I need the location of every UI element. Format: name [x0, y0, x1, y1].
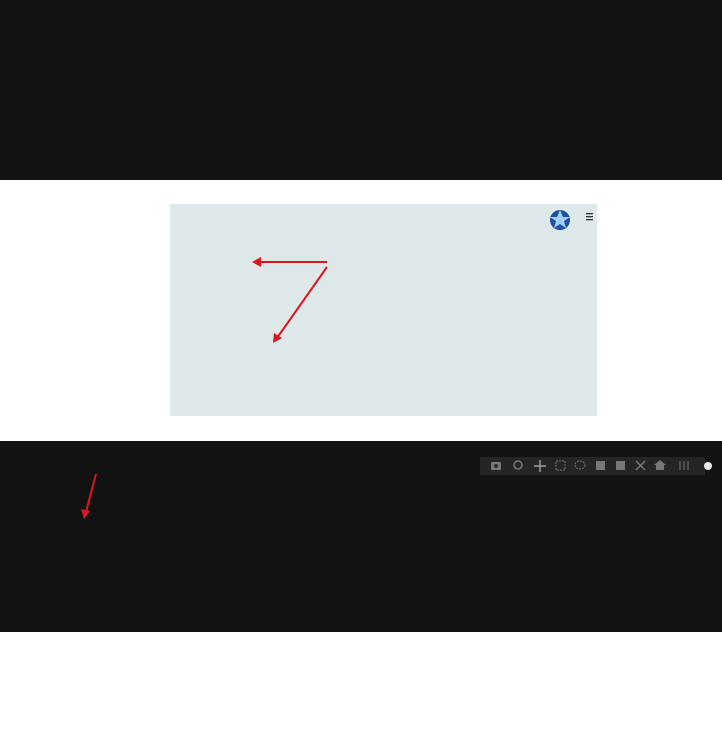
orbit-data-chart	[170, 204, 597, 416]
orbit-data-panel	[170, 204, 597, 416]
top-distance-chart	[0, 0, 722, 180]
top-chart-panel	[0, 0, 722, 180]
bottom-chart-panel	[0, 441, 722, 632]
menu-icon[interactable]	[586, 213, 593, 220]
plotly-logo-icon	[704, 462, 712, 470]
star-logo-icon	[550, 210, 570, 230]
bottom-maneuver-arrow	[81, 474, 96, 519]
bottom-distance-chart	[0, 441, 722, 632]
camera-icon[interactable]	[491, 462, 501, 470]
zoom-in-icon[interactable]	[596, 461, 605, 470]
zoom-out-icon[interactable]	[616, 461, 625, 470]
orbit-data-background	[170, 204, 597, 416]
modebar	[480, 457, 712, 475]
